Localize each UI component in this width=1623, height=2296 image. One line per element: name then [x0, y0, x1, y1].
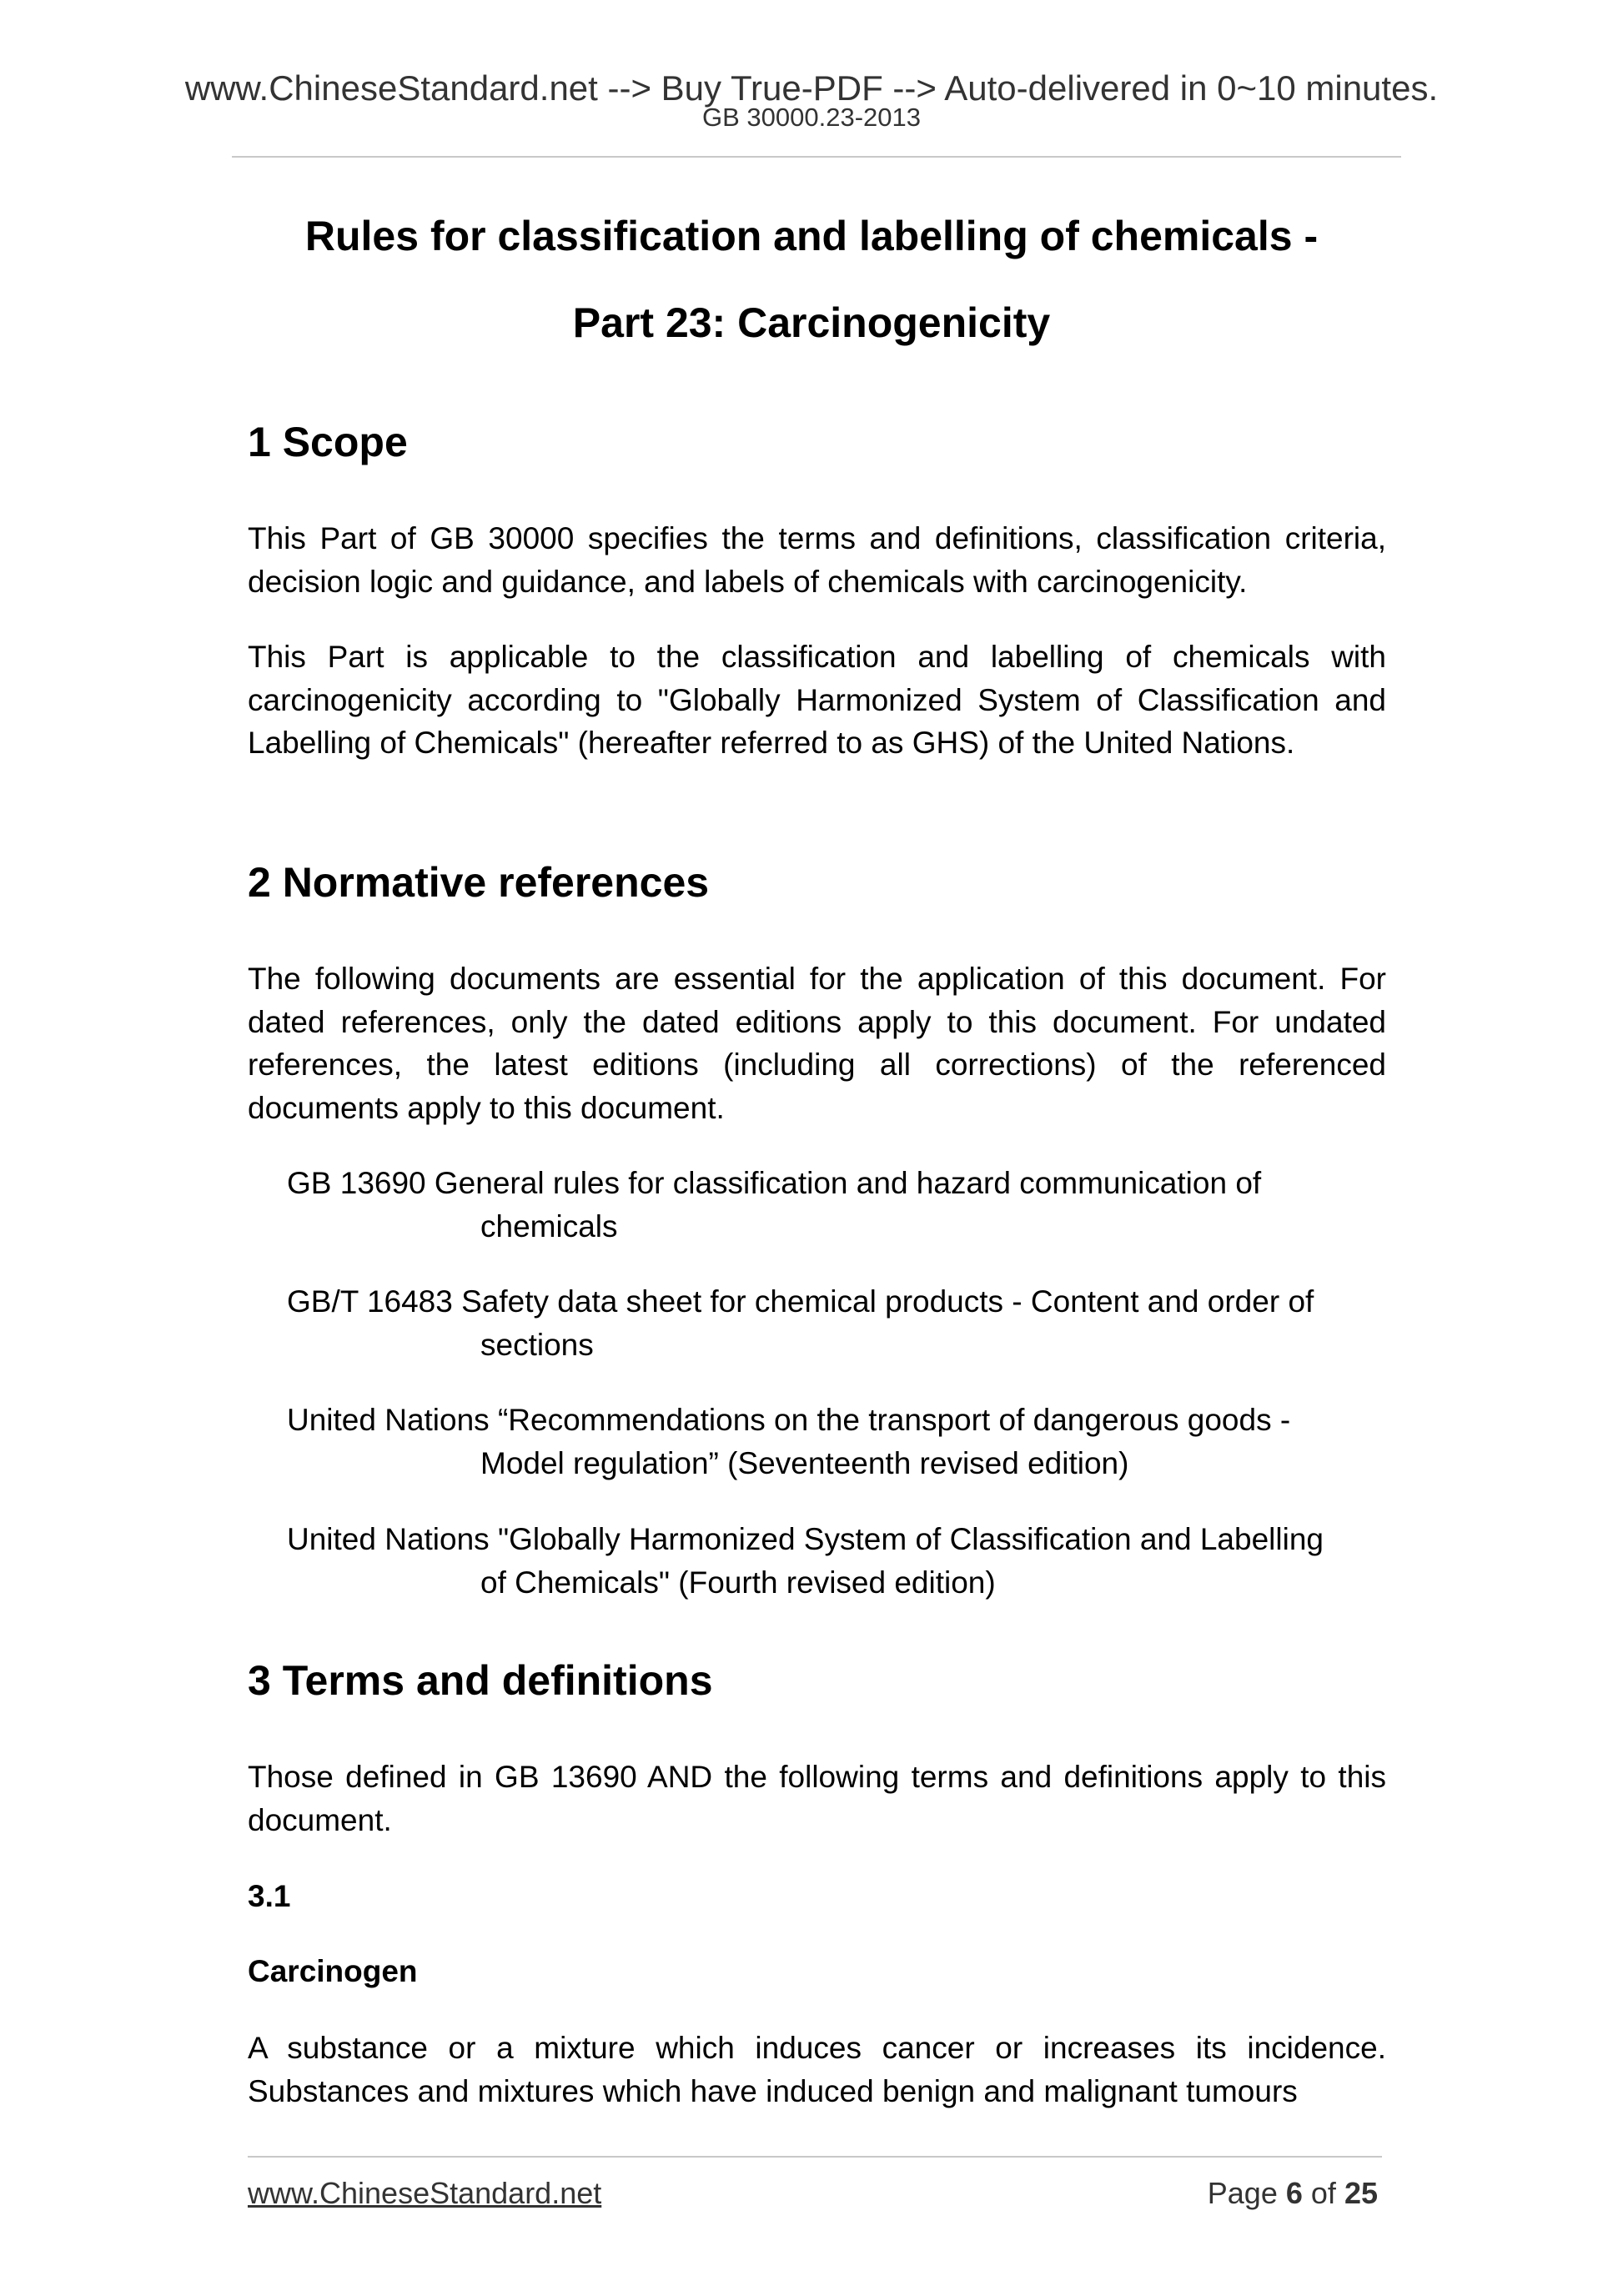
reference-continuation: of Chemicals" (Fourth revised edition): [480, 1565, 996, 1600]
scope-paragraph-2: This Part is applicable to the classification and labelling of chemicals with carcinogenicity according to "Globally Harmonized System of Classification and Labelling of Chemicals" (hereafter referred to as GHS) of the United Nations.: [248, 640, 1386, 760]
header-banner: www.ChineseStandard.net --> Buy True-PDF --> Auto-delivered in 0~10 minutes.: [184, 68, 1439, 108]
page-prefix: Page: [1207, 2176, 1278, 2210]
footer-divider: [248, 2156, 1382, 2158]
page-of: of: [1310, 2176, 1336, 2210]
reference-item: [287, 1399, 1386, 1485]
page-total: 25: [1344, 2176, 1378, 2210]
reference-item: [287, 1162, 1386, 1248]
section-heading-terms: 3 Terms and definitions: [248, 1657, 713, 1704]
term-name: Carcinogen: [248, 1954, 418, 1988]
reference-item: [287, 1280, 1386, 1366]
section-heading-scope: 1 Scope: [248, 419, 408, 465]
reference-line: GB 13690 General rules for classification and hazard communication of: [287, 1166, 1262, 1200]
reference-continuation: sections: [480, 1327, 594, 1362]
reference-continuation: chemicals: [480, 1208, 618, 1243]
document-title-line1: Rules for classification and labelling of chemicals -: [304, 213, 1319, 259]
term-number: 3.1: [248, 1879, 291, 1913]
terms-intro-paragraph: Those defined in GB 13690 AND the following terms and definitions apply to this document.: [248, 1760, 1386, 1837]
scope-paragraph-1: This Part of GB 30000 specifies the terms and definitions, classification criteria, decision logic and guidance, and labels of chemicals with carcinogenicity.: [248, 521, 1386, 599]
page-indicator: [1208, 2176, 1378, 2211]
document-title-line2: Part 23: Carcinogenicity: [572, 299, 1051, 346]
reference-line: United Nations "Globally Harmonized System of Classification and Labelling: [287, 1522, 1324, 1556]
reference-line: GB/T 16483 Safety data sheet for chemical products - Content and order of: [287, 1284, 1314, 1319]
term-definition: A substance or a mixture which induces cancer or increases its incidence. Substances and mixtures which have induced benign and malignant tumours: [248, 2031, 1386, 2108]
reference-item: [287, 1518, 1386, 1604]
reference-line: United Nations “Recommendations on the transport of dangerous goods -: [287, 1403, 1291, 1437]
standard-code: GB 30000.23-2013: [702, 103, 921, 132]
normative-intro-paragraph: The following documents are essential for the application of this document. For dated references, only the dated editions apply to this document. For undated references, the latest editions (including all corrections) of the referenced documents apply to this document.: [248, 962, 1386, 1125]
reference-continuation: Model regulation” (Seventeenth revised edition): [480, 1445, 1129, 1480]
section-heading-normative-references: 2 Normative references: [248, 859, 710, 906]
footer-website-link[interactable]: www.ChineseStandard.net: [248, 2176, 602, 2210]
header-divider: [232, 156, 1401, 158]
page-current: 6: [1285, 2176, 1303, 2210]
